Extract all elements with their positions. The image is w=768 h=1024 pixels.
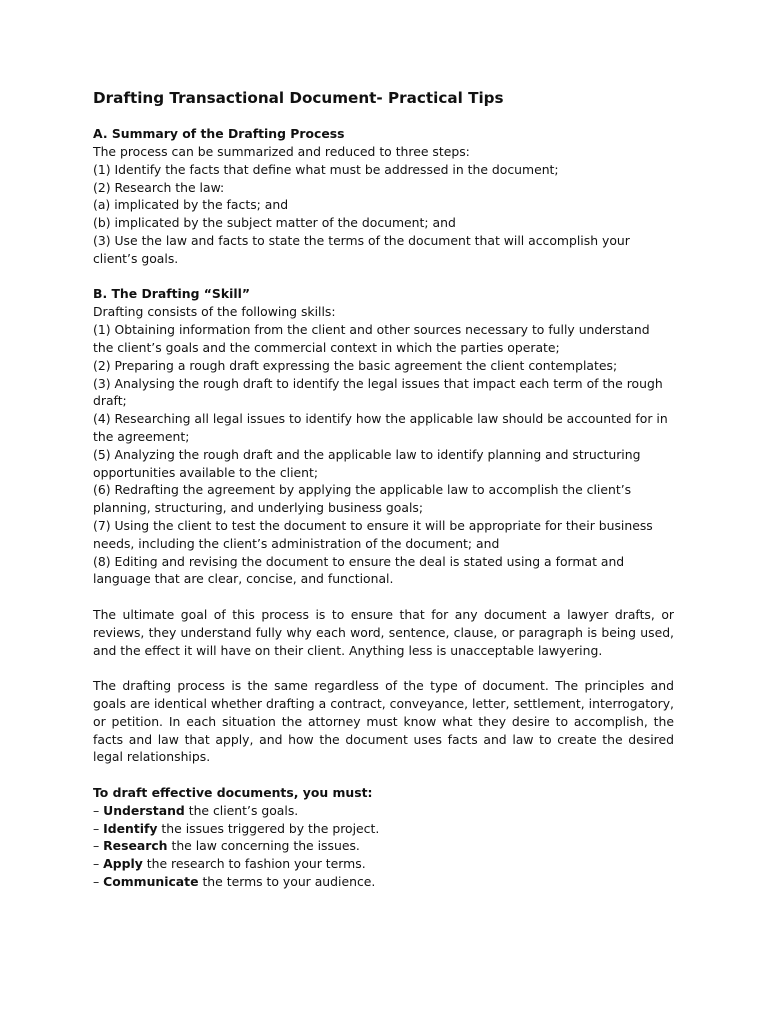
list-text: the terms to your audience. <box>198 874 376 890</box>
list-keyword: Research <box>103 838 168 854</box>
section-b-line: language that are clear, concise, and functional. <box>93 571 394 587</box>
list-dash: – <box>93 874 104 890</box>
document-title: Drafting Transactional Document- Practical Tips <box>93 89 504 107</box>
process-paragraph: The drafting process is the same regardless of the type of document. The principles and goals are identical whether drafting a contract, conveyance, letter, settlement, interrogatory, or petition. In each situation the attorney must know what they desire to accomplish, the facts and law that apply, and how the document uses facts and law to create the desired legal relationships. <box>93 678 674 765</box>
section-b <box>93 285 674 588</box>
section-a-heading: A. Summary of the Drafting Process <box>93 126 345 141</box>
section-b-line: opportunities available to the client; <box>93 464 319 480</box>
list-item <box>93 820 674 838</box>
section-b-heading: B. The Drafting “Skill” <box>93 286 250 302</box>
section-b-line: (2) Preparing a rough draft expressing the basic agreement the client contemplates; <box>93 357 618 373</box>
list-keyword: Apply <box>103 856 143 872</box>
must-list-section <box>93 784 674 891</box>
list-item <box>93 837 674 855</box>
section-a-line: (1) Identify the facts that define what must be addressed in the document; <box>93 161 559 177</box>
section-a <box>93 125 674 268</box>
list-text: the law concerning the issues. <box>167 838 360 854</box>
section-b-line: the client’s goals and the commercial context in which the parties operate; <box>93 339 560 355</box>
section-a-line: (2) Research the law: <box>93 179 225 195</box>
section-a-line: (a) implicated by the facts; and <box>93 197 289 213</box>
section-a-line: (b) implicated by the subject matter of the document; and <box>93 215 456 231</box>
section-b-line: (8) Editing and revising the document to ensure the deal is stated using a format and <box>93 553 625 569</box>
list-keyword: Understand <box>103 802 185 818</box>
section-b-line: needs, including the client’s administration of the document; and <box>93 535 500 551</box>
section-a-line: client’s goals. <box>93 250 179 266</box>
section-b-line: (6) Redrafting the agreement by applying the applicable law to accomplish the client’s <box>93 482 632 498</box>
list-item <box>93 802 674 820</box>
list-text: the research to fashion your terms. <box>142 856 366 872</box>
list-keyword: Identify <box>103 820 158 836</box>
list-keyword: Communicate <box>103 874 199 890</box>
must-list-heading: To draft effective documents, you must: <box>93 784 373 800</box>
section-b-line: (7) Using the client to test the document to ensure it will be appropriate for their business <box>93 517 653 533</box>
document-body <box>93 88 674 909</box>
list-item <box>93 873 674 891</box>
section-b-line: draft; <box>93 393 127 409</box>
section-b-line: (1) Obtaining information from the client and other sources necessary to fully understand <box>93 322 650 338</box>
list-text: the client’s goals. <box>184 802 299 818</box>
section-a-line: The process can be summarized and reduced to three steps: <box>93 144 470 159</box>
must-list <box>93 802 674 891</box>
list-dash: – <box>93 856 104 872</box>
list-text: the issues triggered by the project. <box>157 820 380 836</box>
list-dash: – <box>93 802 104 818</box>
list-dash: – <box>93 820 104 836</box>
list-item <box>93 855 674 873</box>
section-b-line: planning, structuring, and underlying business goals; <box>93 500 424 516</box>
section-a-line: (3) Use the law and facts to state the terms of the document that will accomplish your <box>93 232 630 248</box>
list-dash: – <box>93 838 104 854</box>
section-b-line: (5) Analyzing the rough draft and the applicable law to identify planning and structuring <box>93 446 641 462</box>
section-b-line: (4) Researching all legal issues to identify how the applicable law should be accounted for in <box>93 411 668 427</box>
section-b-line: (3) Analysing the rough draft to identify the legal issues that impact each term of the rough <box>93 375 663 391</box>
goal-paragraph: The ultimate goal of this process is to ensure that for any document a lawyer drafts, or reviews, they understand fully why each word, sentence, clause, or paragraph is being used, and the effect it will have on their client. Anything less is unacceptable lawyering. <box>93 606 674 658</box>
section-b-line: the agreement; <box>93 428 190 444</box>
section-b-line: Drafting consists of the following skills: <box>93 304 336 320</box>
